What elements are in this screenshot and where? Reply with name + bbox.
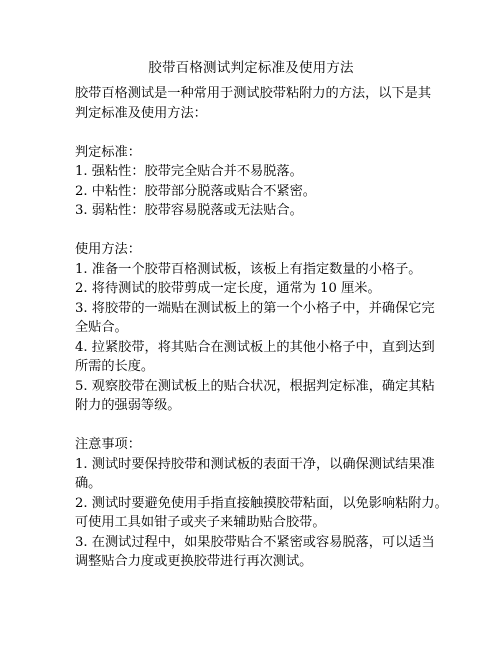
- intro-line: 胶带百格测试是一种常用于测试胶带粘附力的方法，以下是其: [75, 86, 432, 101]
- criteria-list: [75, 162, 437, 221]
- notes-heading: 注意事项：: [75, 437, 141, 452]
- list-item-text: 2. 将待测试的胶带剪成一定长度，通常为 10 厘米。: [75, 281, 381, 296]
- list-item-text: 可使用工具如钳子或夹子来辅助贴合胶带。: [75, 515, 326, 530]
- list-item-text: 全贴合。: [75, 320, 128, 335]
- list-item: [75, 182, 437, 202]
- list-item: [75, 299, 437, 338]
- list-item-text: 附力的强弱等级。: [75, 398, 181, 413]
- list-item-text: 3. 在测试过程中，如果胶带贴合不紧密或容易脱落，可以适当: [75, 534, 435, 550]
- list-item: [75, 533, 437, 572]
- list-item-text: 4. 拉紧胶带，将其贴合在测试板上的其他小格子中，直到达到: [75, 339, 435, 355]
- list-item-text: 2. 中粘性：胶带部分脱落或贴合不紧密。: [75, 183, 316, 199]
- list-item: [75, 279, 437, 299]
- document-title: 胶带百格测试判定标准及使用方法: [148, 60, 354, 76]
- list-item-text: 1. 测试时要保持胶带和测试板的表面干净，以确保测试结果准: [75, 456, 435, 472]
- notes-section: [75, 435, 448, 572]
- usage-heading: 使用方法：: [75, 242, 141, 257]
- list-item: [75, 201, 437, 221]
- document-body: [75, 84, 448, 572]
- list-item: [75, 377, 437, 416]
- list-item-text: 1. 强粘性：胶带完全贴合并不易脱落。: [75, 164, 303, 179]
- list-item: [75, 494, 448, 533]
- intro-line: 判定标准及使用方法：: [75, 105, 207, 121]
- list-item-text: 5. 观察胶带在测试板上的贴合状况，根据判定标准，确定其粘: [75, 378, 435, 394]
- list-item: [75, 162, 437, 182]
- list-item-text: 3. 弱粘性：胶带容易脱落或无法贴合。: [75, 203, 303, 218]
- list-item: [75, 260, 437, 280]
- list-item-text: 2. 测试时要避免使用手指直接触摸胶带粘面，以免影响粘附力。: [75, 495, 448, 511]
- list-item-text: 3. 将胶带的一端贴在测试板上的第一个小格子中，并确保它完: [75, 300, 435, 316]
- list-item-text: 确。: [75, 476, 102, 491]
- usage-section: [75, 240, 437, 416]
- criteria-section: [75, 143, 437, 221]
- notes-list: [75, 455, 448, 572]
- criteria-heading: 判定标准：: [75, 144, 141, 160]
- intro-paragraph: [75, 84, 437, 123]
- list-item-text: 所需的长度。: [75, 359, 155, 374]
- list-item-text: 1. 准备一个胶带百格测试板，该板上有指定数量的小格子。: [75, 261, 422, 277]
- list-item: [75, 338, 437, 377]
- usage-list: [75, 260, 437, 416]
- list-item-text: 调整贴合力度或更换胶带进行再次测试。: [75, 554, 313, 569]
- list-item: [75, 455, 437, 494]
